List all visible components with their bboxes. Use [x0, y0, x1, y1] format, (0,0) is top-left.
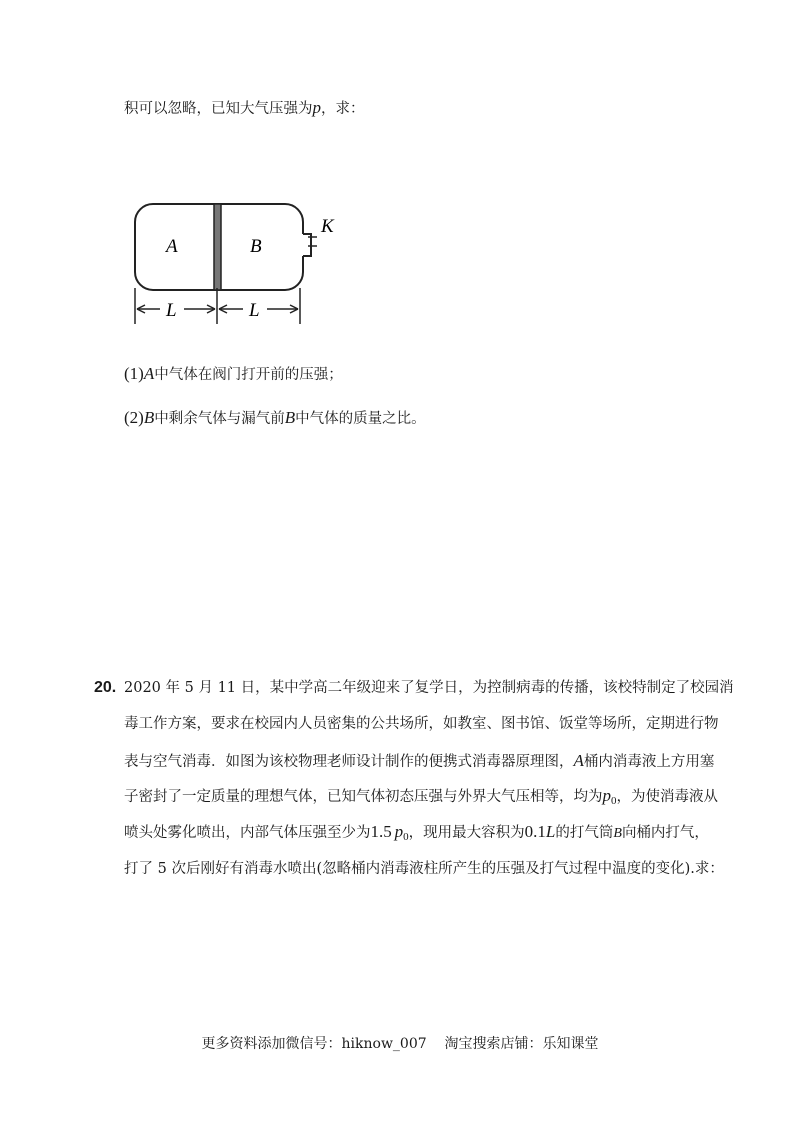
label-l2: L	[249, 300, 260, 321]
part-text-end: 中气体的质量之比。	[295, 411, 426, 427]
q20-line-3: 表与空气消毒．如图为该校物理老师设计制作的便携式消毒器原理图，A桶内消毒液上方用塞	[124, 751, 715, 770]
q20-line-1: 2020 年 5 月 11 日，某中学高二年级迎来了复学日，为控制病毒的传播，该校特制定了校园消	[124, 680, 734, 696]
label-k: K	[321, 216, 334, 237]
label-a: A	[166, 236, 178, 257]
var-a: A	[573, 751, 584, 770]
part-text: 中剩余气体与漏气前	[154, 411, 285, 427]
var-a: A	[143, 364, 155, 383]
q20-line-6: 打了 5 次后刚好有消毒水喷出(忽略桶内消毒液柱所产生的压强及打气过程中温度的变化).求：	[124, 861, 724, 877]
part-text: 中气体在阀门打开前的压强；	[154, 367, 343, 383]
var-p0: p	[602, 786, 611, 805]
intro-line	[124, 98, 365, 119]
cylinder-figure	[125, 200, 350, 325]
q19-part-1: (1)A中气体在阀门打开前的压强；	[124, 364, 343, 383]
q20-line-5: 喷头处雾化喷出，内部气体压强至少为1.5 $p_0$，现用最大容积为0.1L的打气筒B向桶内打气，	[124, 822, 709, 843]
var-b: B	[143, 408, 155, 427]
var-p: p	[312, 98, 321, 117]
part-number: 1	[129, 364, 139, 383]
intro-text: 积可以忽略，已知大气压强为	[124, 101, 313, 117]
q20-line-2: 毒工作方案，要求在校园内人员密集的公共场所，如教室、图书馆、饭堂等场所，定期进行物	[124, 716, 719, 732]
part-number: 2	[129, 408, 139, 427]
q20-line-4: 子密封了一定质量的理想气体，已知气体初态压强与外界大气压相等，均为$p_0$，为使消毒液从	[124, 786, 718, 807]
var-b: B	[284, 408, 296, 427]
label-b: B	[250, 236, 262, 257]
label-l1: L	[166, 300, 177, 321]
footer: 更多资料添加微信号：hiknow_007 淘宝搜索店铺：乐知课堂	[201, 1036, 599, 1052]
question-number: 20.	[94, 679, 117, 696]
intro-text-end: ，求：	[321, 101, 365, 117]
piston	[214, 204, 221, 290]
q19-part-2: (2)B中剩余气体与漏气前B中气体的质量之比。	[124, 408, 426, 427]
